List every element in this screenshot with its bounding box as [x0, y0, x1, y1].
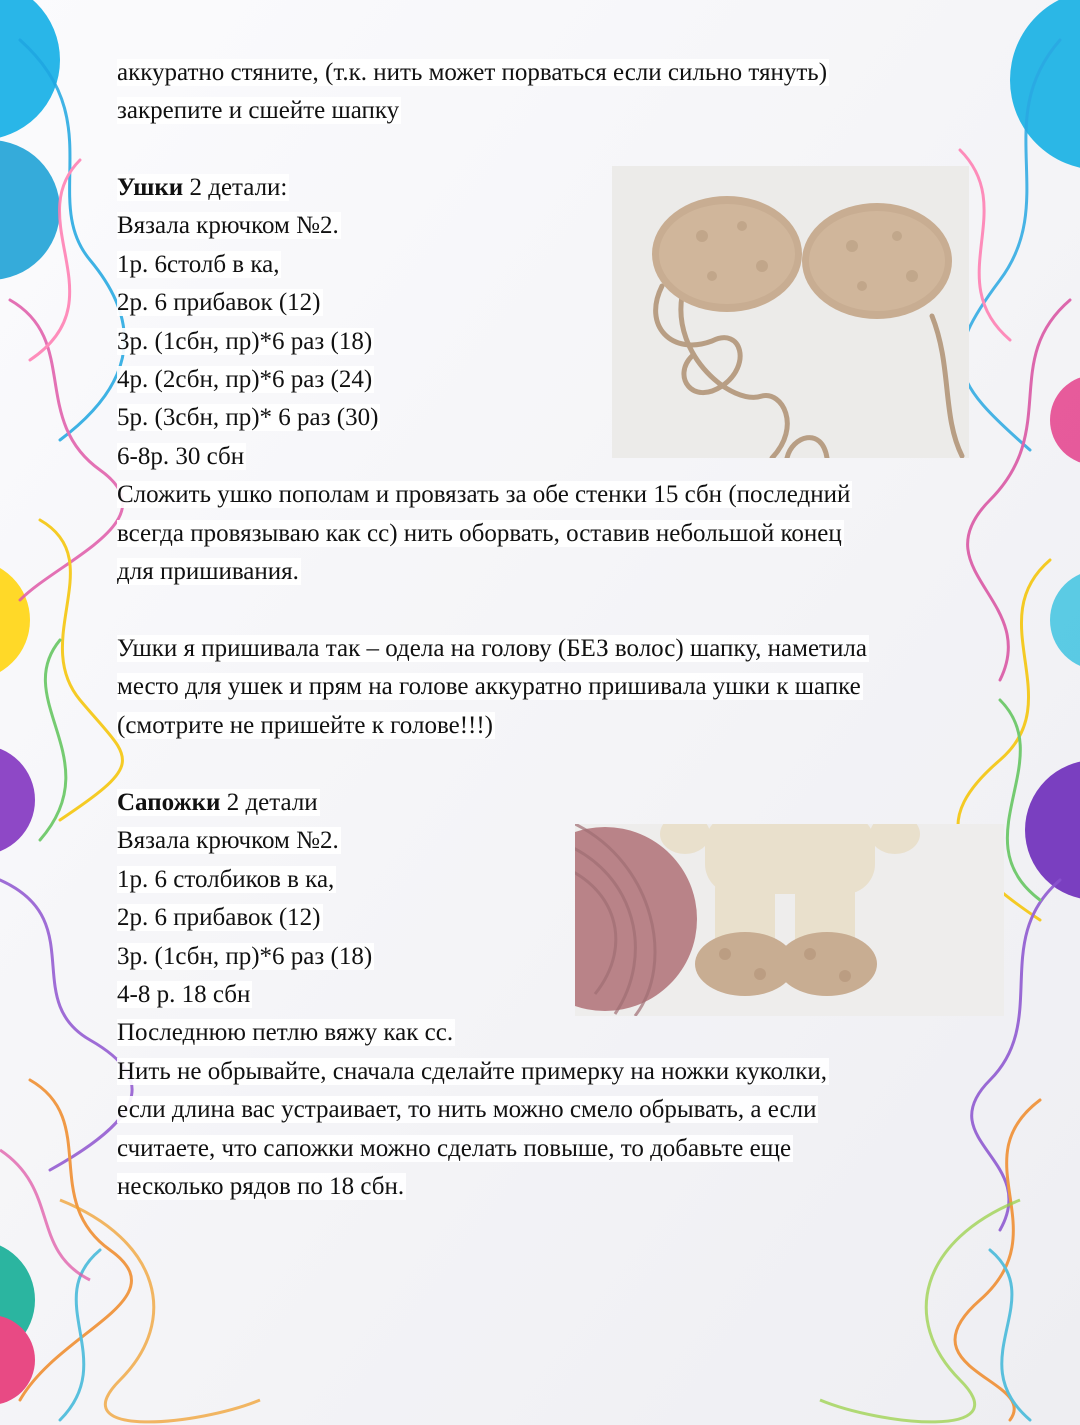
text-line: Нить не обрывайте, сначала сделайте примерку на ножки куколки,	[117, 1057, 827, 1085]
ears-title: Ушки	[117, 174, 184, 201]
text-line: 5р. (3сбн, пр)* 6 раз (30)	[117, 404, 379, 432]
text-line: 6-8р. 30 сбн	[117, 442, 245, 470]
text-line: если длина вас устраивает, то нить можно смело обрывать, а если	[117, 1096, 817, 1124]
boots-heading	[117, 784, 829, 822]
intro-text	[117, 54, 829, 131]
text-line: (смотрите не пришейте к голове!!!)	[117, 711, 494, 739]
boots-title-suffix: 2 детали	[220, 789, 318, 816]
boots-photo	[575, 824, 1004, 1016]
text-line: всегда провязываю как сс) нить оборвать, оставив небольшой конец	[117, 519, 842, 547]
text-line: 1р. 6 столбиков в ка,	[117, 865, 335, 893]
text-line: Последнюю петлю вяжу как сс.	[117, 1019, 454, 1047]
ears-photo	[612, 166, 969, 458]
text-line: Вязала крючком №2.	[117, 212, 339, 240]
text-line: 2р. 6 прибавок (12)	[117, 289, 321, 317]
text-line: для пришивания.	[117, 558, 299, 586]
text-line: Ушки я пришивала так – одела на голову (БЕЗ волос) шапку, наметила	[117, 634, 867, 662]
ears-title-suffix: 2 детали:	[183, 174, 288, 201]
text-line: 4р. (2сбн, пр)*6 раз (24)	[117, 366, 373, 394]
boots-title: Сапожки	[117, 789, 221, 816]
text-line: 4-8 р. 18 сбн	[117, 981, 251, 1009]
text-line: 3р. (1сбн, пр)*6 раз (18)	[117, 327, 373, 355]
text-line: аккуратно стяните, (т.к. нить может порваться если сильно тянуть)	[117, 59, 828, 86]
text-line: Сложить ушко пополам и провязать за обе стенки 15 сбн (последний	[117, 481, 851, 509]
text-line: место для ушек и прям на голове аккуратно пришивала ушки к шапке	[117, 673, 861, 701]
text-line: несколько рядов по 18 сбн.	[117, 1173, 405, 1201]
text-line: считаете, что сапожки можно сделать повыше, то добавьте еще	[117, 1134, 792, 1162]
text-line: Вязала крючком №2.	[117, 827, 339, 855]
text-line: 1р. 6столб в ка,	[117, 250, 280, 278]
text-line: 3р. (1сбн, пр)*6 раз (18)	[117, 942, 373, 970]
text-line: закрепите и сшейте шапку	[117, 97, 400, 125]
text-line: 2р. 6 прибавок (12)	[117, 904, 321, 932]
